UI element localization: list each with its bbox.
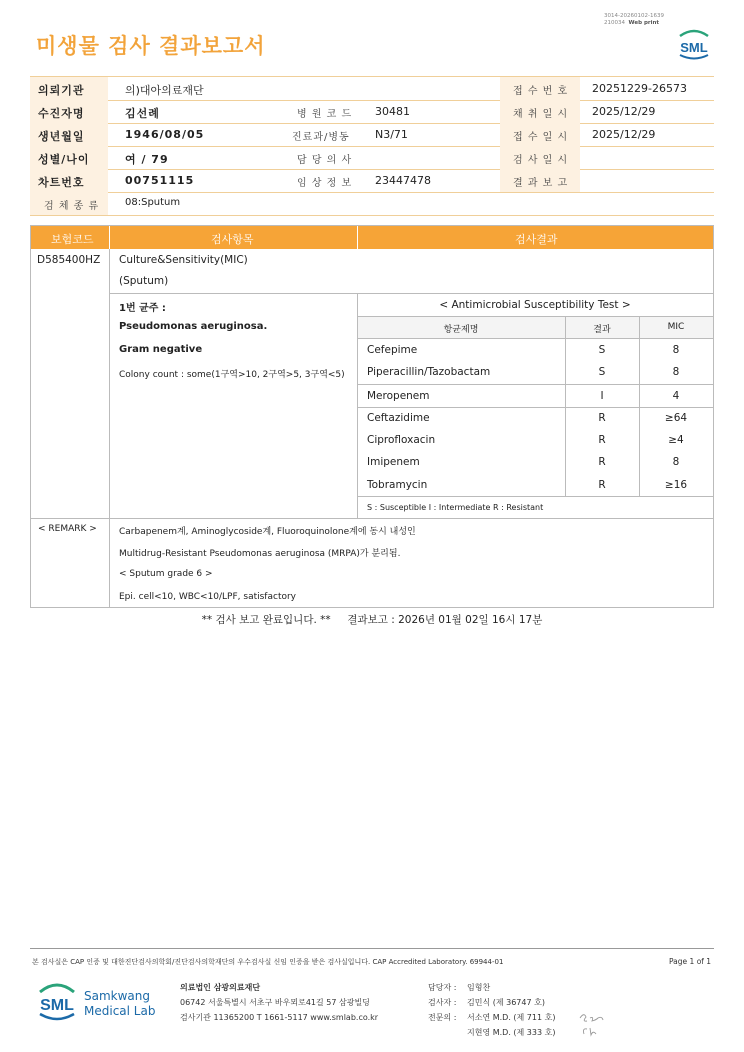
- value-accession: 20251229-26573: [592, 82, 687, 95]
- samkwang-logo-icon: [34, 980, 80, 1024]
- value-specimen-type: 08:Sputum: [125, 197, 181, 208]
- insurance-code: D585400HZ: [37, 254, 101, 266]
- value-department: N3/71: [375, 128, 408, 141]
- info-row-2: [30, 100, 714, 124]
- label-institution: 의뢰기관: [38, 84, 85, 97]
- ast-mic-piperacillin: 8: [672, 366, 680, 378]
- info-row-1: [30, 76, 714, 101]
- ast-header-drug: 항균제명: [443, 325, 479, 335]
- label-report-date: 결 과 보 고: [513, 178, 569, 189]
- staff-label-2: 검사자 :: [428, 998, 457, 1007]
- ast-title: < Antimicrobial Susceptibility Test >: [439, 299, 631, 311]
- sml-logo-text: SML: [680, 40, 708, 55]
- test-name: Culture&Sensitivity(MIC): [119, 254, 248, 266]
- remark-line-4: Epi. cell<10, WBC<10/LPF, satisfactory: [119, 592, 297, 602]
- ast-mic-meropenem: 4: [672, 390, 680, 402]
- ast-result-ciprofloxacin: R: [598, 434, 606, 446]
- label-test-date: 검 사 일 시: [513, 155, 569, 166]
- label-specimen-type: 검 체 종 류: [44, 201, 100, 212]
- org-address: 06742 서울특별시 서초구 바우뫼로41길 57 삼광빌딩: [180, 998, 370, 1007]
- report-title: 미생물 검사 결과보고서: [36, 34, 266, 58]
- staff-label-1: 담당자 :: [428, 983, 457, 992]
- ast-drug-tobramycin: Tobramycin: [367, 479, 428, 491]
- ast-drug-meropenem: Meropenem: [367, 390, 430, 402]
- label-received-date: 접 수 일 시: [513, 132, 569, 143]
- ast-drug-cefepime: Cefepime: [367, 344, 418, 356]
- colony-count: Colony count : some(1구역>10, 2구역>5, 3구역<5): [119, 370, 345, 380]
- value-received-date: 2025/12/29: [592, 128, 656, 141]
- value-clinical-info: 23447478: [375, 174, 431, 187]
- results-table: [30, 225, 714, 608]
- org-name: 의료법인 삼광의료재단: [180, 983, 261, 992]
- value-sex-age: 여 / 79: [125, 153, 169, 166]
- value-collection-date: 2025/12/29: [592, 105, 656, 118]
- staff-name-4: 지현영 M.D. (제 333 호): [467, 1028, 556, 1037]
- test-specimen: (Sputum): [119, 275, 169, 287]
- ast-legend: S : Susceptible I : Intermediate R : Resistant: [367, 503, 544, 512]
- ast-drug-imipenem: Imipenem: [367, 456, 420, 468]
- info-row-4: [30, 146, 714, 170]
- value-birthdate: 1946/08/05: [125, 128, 205, 141]
- ast-drug-ciprofloxacin: Ciprofloxacin: [367, 434, 436, 446]
- certification-note: 본 검사실은 CAP 인증 및 대한진단검사의학회/진단검사의학재단의 우수검사실 신임 인증을 받은 검사실입니다. CAP Accredited Laboratory. 69944-01: [32, 958, 504, 966]
- info-row-6: [30, 192, 714, 216]
- ast-result-tobramycin: R: [598, 479, 606, 491]
- staff-name-3: 서소연 M.D. (제 711 호): [467, 1013, 556, 1022]
- ast-result-meropenem: I: [600, 390, 604, 402]
- completion-note: ** 검사 보고 완료입니다. ** 결과보고 : 2026년 01월 02일 16시 17분: [201, 614, 543, 626]
- remark-line-2: Multidrug-Resistant Pseudomonas aeruginosa (MRPA)가 분리됨.: [119, 549, 401, 559]
- page-number: Page 1 of 1: [669, 957, 712, 966]
- ast-result-ceftazidime: R: [598, 412, 606, 424]
- ast-drug-piperacillin: Piperacillin/Tazobactam: [367, 366, 491, 378]
- ast-mic-tobramycin: ≥16: [664, 479, 688, 491]
- ast-mic-ceftazidime: ≥64: [664, 412, 688, 424]
- info-row-5: [30, 169, 714, 193]
- remark-label: < REMARK >: [38, 524, 97, 534]
- label-physician: 담 당 의 사: [297, 155, 353, 166]
- ast-result-cefepime: S: [598, 344, 606, 356]
- ast-drug-ceftazidime: Ceftazidime: [367, 412, 430, 424]
- remark-line-1: Carbapenem계, Aminoglycoside계, Fluoroquinolone계에 동시 내성인: [119, 527, 416, 537]
- header-test-item: 검사항목: [211, 233, 254, 246]
- organism-number: 1번 균주 :: [119, 303, 166, 314]
- label-hospital-code: 병 원 코 드: [297, 109, 353, 120]
- ast-header-result: 결과: [593, 325, 611, 335]
- samkwang-name-2: Medical Lab: [84, 1004, 156, 1018]
- results-header: [31, 226, 713, 249]
- org-contact: 검사기관 11365200 T 1661-5117 www.smlab.co.kr: [180, 1013, 379, 1022]
- value-chart-number: 00751115: [125, 174, 195, 187]
- organism-name: Pseudomonas aeruginosa.: [119, 321, 268, 332]
- remark-line-3: < Sputum grade 6 >: [119, 569, 213, 579]
- ast-mic-cefepime: 8: [672, 344, 680, 356]
- ast-result-imipenem: R: [598, 456, 606, 468]
- header-test-result: 검사결과: [515, 233, 558, 246]
- label-birthdate: 생년월일: [38, 130, 85, 143]
- samkwang-name-1: Samkwang: [84, 989, 150, 1003]
- staff-name-2: 김민식 (제 36747 호): [467, 998, 545, 1007]
- sml-logo-icon: [674, 28, 714, 62]
- gram-stain: Gram negative: [119, 344, 203, 355]
- document-code: 3014-20260102-1639 210034 Web print: [604, 13, 664, 26]
- label-chart-number: 차트번호: [38, 176, 85, 189]
- header-insurance-code: 보험코드: [51, 233, 94, 246]
- ast-mic-ciprofloxacin: ≥4: [668, 434, 684, 446]
- value-institution: 의)대아의료재단: [125, 84, 204, 97]
- label-accession: 접 수 번 호: [513, 86, 569, 97]
- value-patient-name: 김선례: [125, 107, 160, 120]
- ast-mic-imipenem: 8: [672, 456, 680, 468]
- ast-result-piperacillin: S: [598, 366, 606, 378]
- label-clinical-info: 임 상 정 보: [297, 178, 353, 189]
- value-hospital-code: 30481: [375, 105, 410, 118]
- staff-name-1: 임형찬: [467, 983, 491, 992]
- info-row-3: [30, 123, 714, 147]
- label-department: 진료과/병동: [292, 132, 350, 143]
- staff-label-3: 전문의 :: [428, 1013, 457, 1022]
- signature-icon: [576, 1008, 610, 1038]
- ast-header-mic: MIC: [667, 322, 685, 332]
- label-collection-date: 채 취 일 시: [513, 109, 569, 120]
- samkwang-logo-text: SML: [40, 997, 74, 1014]
- label-patient-name: 수진자명: [38, 107, 85, 120]
- label-sex-age: 성별/나이: [38, 153, 90, 166]
